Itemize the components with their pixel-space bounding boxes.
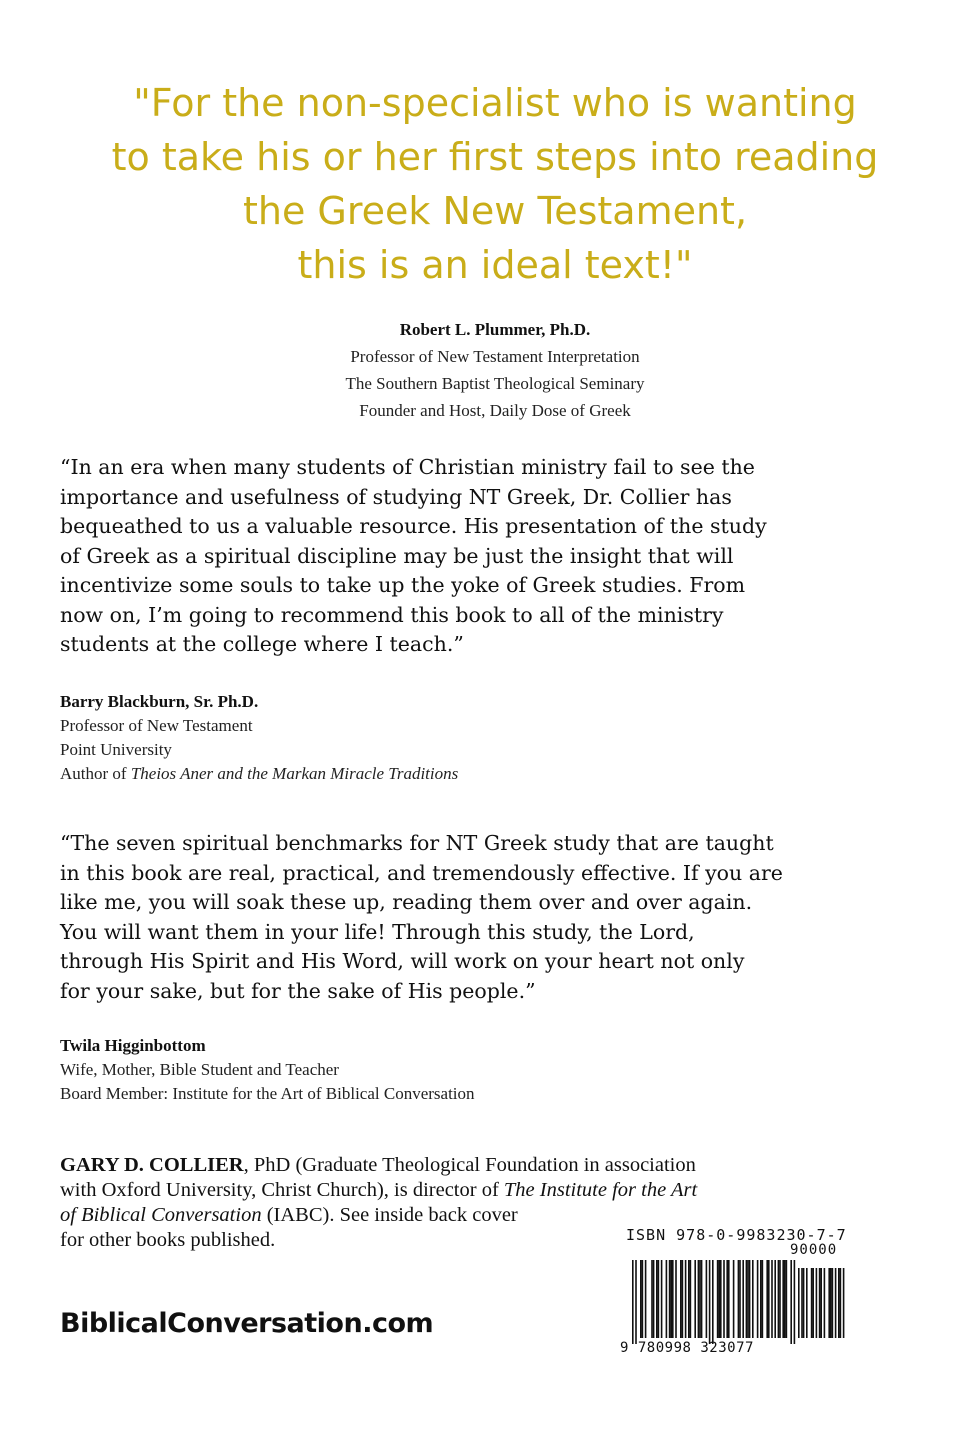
endorser-plummer: [0, 316, 960, 424]
barcode-bar: [666, 1260, 668, 1338]
quote-line: now on, I’m going to recommend this book to all of the ministry: [60, 602, 724, 627]
bio-line: [60, 1153, 880, 1178]
bio-line: for other books published.: [60, 1229, 276, 1251]
barcode-bar: [762, 1260, 764, 1338]
barcode-bar: [688, 1260, 690, 1338]
price-bar: [806, 1268, 808, 1338]
quote-line: in this book are real, practical, and tremendously effective. If you are: [60, 860, 783, 885]
barcode-bar: [733, 1260, 735, 1338]
barcode-bar: [635, 1260, 637, 1344]
bio-line: [60, 1203, 880, 1228]
barcode-bar: [680, 1260, 682, 1338]
barcode-bar: [675, 1260, 677, 1338]
price-bar: [828, 1268, 830, 1338]
price-bar: [816, 1268, 818, 1338]
author-prefix: Author of: [60, 764, 131, 783]
barcode-bar: [701, 1260, 703, 1338]
price-bar: [812, 1268, 814, 1338]
price-bar: [838, 1268, 840, 1338]
barcode-bar: [709, 1260, 711, 1344]
barcode-bar: [672, 1260, 674, 1338]
quote-line: “The seven spiritual benchmarks for NT Greek study that are taught: [60, 831, 774, 855]
endorser-authorship: [60, 762, 760, 786]
barcode-bar: [670, 1260, 672, 1338]
bio-text: with Oxford University, Christ Church), is director of: [60, 1179, 504, 1201]
barcode-bar: [728, 1260, 730, 1338]
barcode-bar: [682, 1260, 684, 1338]
bio-text: , PhD (Graduate Theological Foundation in association: [243, 1154, 696, 1176]
price-bar: [824, 1268, 826, 1338]
endorser-title: Professor of New Testament Interpretation: [350, 347, 640, 366]
barcode-bars: [618, 1260, 852, 1344]
barcode-bar: [717, 1260, 719, 1338]
price-bar: [798, 1268, 800, 1338]
price-bar: [830, 1268, 832, 1338]
barcode-bar: [786, 1260, 788, 1338]
barcode-bar: [778, 1260, 780, 1338]
barcode-bar: [768, 1260, 770, 1338]
barcode-bar: [766, 1260, 768, 1338]
endorser-name: Twila Higginbottom: [60, 1036, 206, 1055]
barcode-bar: [706, 1260, 708, 1338]
price-bar: [843, 1268, 845, 1338]
quote-line: You will want them in your life! Through this study, the Lord,: [60, 919, 695, 944]
author-name: GARY D. COLLIER: [60, 1154, 244, 1176]
barcode-bar: [685, 1260, 687, 1338]
barcode-bar: [656, 1260, 658, 1338]
quote-line: incentivize some souls to take up the yoke of Greek studies. From: [60, 573, 746, 597]
barcode-bar: [784, 1260, 786, 1338]
barcode-bar: [774, 1260, 776, 1338]
barcode-bar: [782, 1260, 784, 1338]
endorser-role: Founder and Host, Daily Dose of Greek: [359, 401, 631, 420]
quote-higginbottom: [60, 829, 900, 1006]
endorser-org: Point University: [60, 740, 172, 759]
barcode-bar: [632, 1260, 634, 1344]
barcode-bar: [760, 1260, 762, 1338]
endorser-higginbottom: [60, 1034, 760, 1106]
barcode-bar: [749, 1260, 751, 1338]
barcode-bar: [720, 1260, 722, 1338]
barcode-bar: [645, 1260, 647, 1338]
barcode-bar: [640, 1260, 642, 1338]
barcode-bar: [698, 1260, 700, 1338]
price-bar: [832, 1268, 834, 1338]
headline-line: the Greek New Testament,: [242, 189, 748, 233]
ean-digits: 9 780998 323077: [620, 1340, 754, 1356]
institute-name: of Biblical Conversation: [60, 1204, 262, 1226]
barcode-bar: [794, 1260, 796, 1344]
quote-line: for your sake, but for the sake of His people.”: [60, 978, 536, 1003]
price-bar: [819, 1268, 821, 1338]
price-bar: [803, 1268, 805, 1338]
headline-line: this is an ideal text!": [297, 243, 693, 287]
quote-line: of Greek as a spiritual discipline may be just the insight that will: [60, 543, 734, 568]
barcode-bar: [669, 1260, 671, 1338]
price-bar: [835, 1268, 837, 1338]
barcode-bar: [661, 1260, 663, 1338]
endorser-blackburn: [60, 690, 760, 786]
book-title: Theios Aner and the Markan Miracle Traditions: [130, 764, 459, 783]
quote-line: like me, you will soak these up, reading them over and over again.: [60, 890, 753, 914]
quote-line: students at the college where I teach.”: [60, 632, 464, 656]
quote-blackburn: [60, 453, 900, 660]
price-bar: [811, 1268, 813, 1338]
barcode-bar: [752, 1260, 754, 1338]
barcode-bar: [771, 1260, 773, 1338]
price-code: 90000: [790, 1242, 838, 1258]
barcode-bar: [738, 1260, 740, 1338]
barcode-bar: [653, 1260, 655, 1338]
barcode-bar: [757, 1260, 759, 1338]
barcode-bar: [690, 1260, 692, 1338]
quote-line: bequeathed to us a valuable resource. His presentation of the study: [60, 514, 767, 538]
price-bar: [820, 1268, 822, 1338]
barcode-bar: [779, 1260, 781, 1338]
barcode-bar: [718, 1260, 720, 1338]
endorsement-headline: [0, 76, 960, 292]
barcode-bar: [742, 1260, 744, 1338]
barcode-bar: [790, 1260, 792, 1344]
bio-text: (IABC). See inside back cover: [261, 1204, 518, 1226]
isbn-barcode: [618, 1226, 854, 1360]
barcode-bar: [712, 1260, 714, 1344]
barcode-bar: [746, 1260, 748, 1338]
bio-line: [60, 1178, 880, 1203]
headline-line: "For the non-specialist who is wanting: [133, 81, 857, 125]
institute-name: The Institute for the Art: [503, 1179, 698, 1201]
price-bar: [840, 1268, 842, 1338]
barcode-bar: [658, 1260, 660, 1338]
endorser-title: Wife, Mother, Bible Student and Teacher: [60, 1060, 339, 1079]
barcode-bar: [747, 1260, 749, 1338]
barcode-bar: [642, 1260, 644, 1338]
endorser-name: Barry Blackburn, Sr. Ph.D.: [60, 692, 259, 711]
quote-line: through His Spirit and His Word, will work on your heart not only: [60, 949, 745, 973]
quote-line: importance and usefulness of studying NT Greek, Dr. Collier has: [60, 484, 732, 509]
barcode-bar: [694, 1260, 696, 1338]
price-bar: [801, 1268, 803, 1338]
endorser-name: Robert L. Plummer, Ph.D.: [399, 320, 591, 339]
endorser-board: Board Member: Institute for the Art of Biblical Conversation: [60, 1084, 475, 1103]
endorser-title: Professor of New Testament: [60, 716, 253, 735]
website-url: BiblicalConversation.com: [60, 1308, 434, 1339]
barcode-bar: [699, 1260, 701, 1338]
barcode-bar: [651, 1260, 653, 1338]
barcode-bar: [723, 1260, 725, 1338]
headline-line: to take his or her first steps into reading: [111, 135, 879, 179]
isbn-label: ISBN 978-0-9983230-7-7: [626, 1226, 847, 1244]
barcode-bar: [739, 1260, 741, 1338]
barcode-bar: [726, 1260, 728, 1338]
endorser-org: The Southern Baptist Theological Seminary: [345, 374, 645, 393]
quote-line: “In an era when many students of Christian ministry fail to see the: [60, 455, 755, 479]
